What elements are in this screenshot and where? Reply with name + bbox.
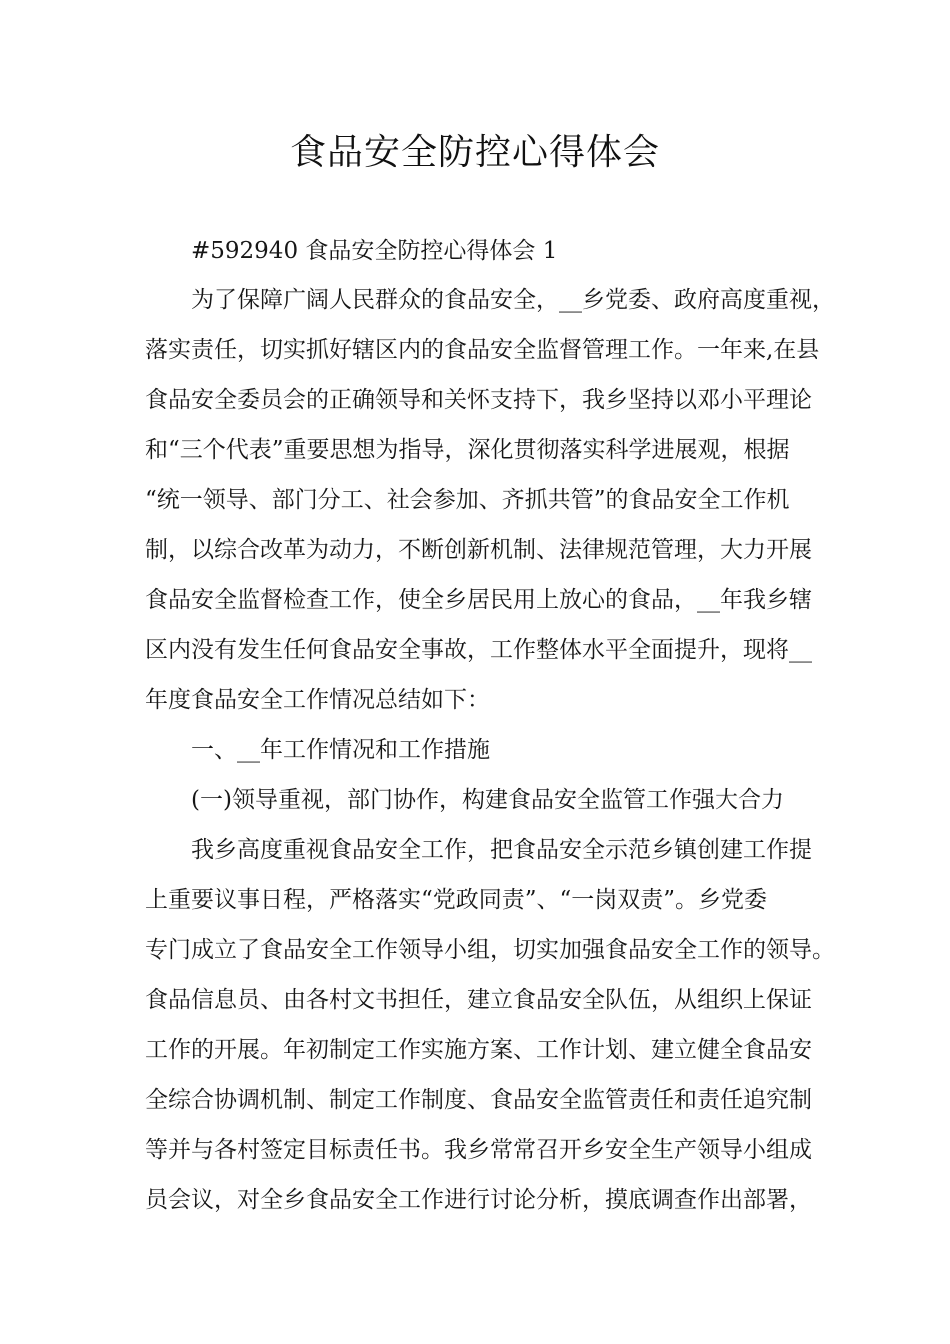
paragraph-line: 全综合协调机制、制定工作制度、食品安全监管责任和责任追究制 xyxy=(145,1087,812,1113)
paragraph-line: 区内没有发生任何食品安全事故，工作整体水平全面提升，现将__ xyxy=(145,637,812,663)
section-heading: 一、__年工作情况和工作措施 xyxy=(191,737,490,763)
paragraph-line: 员会议，对全乡食品安全工作进行讨论分析，摸底调查作出部署， xyxy=(145,1187,812,1213)
paragraph-line: 上重要议事日程，严格落实“党政同责”、“一岗双责”。乡党委 xyxy=(145,887,768,913)
paragraph-line: 和“三个代表”重要思想为指导，深化贯彻落实科学进展观，根据 xyxy=(145,437,790,463)
paragraph-line: 工作的开展。年初制定工作实施方案、工作计划、建立健全食品安 xyxy=(145,1037,812,1063)
subsection-heading: (一)领导重视，部门协作，构建食品安全监管工作强大合力 xyxy=(191,787,784,813)
paragraph-line: 落实责任，切实抓好辖区内的食品安全监督管理工作。一年来,在县 xyxy=(145,337,820,363)
paragraph-line: 等并与各村签定目标责任书。我乡常常召开乡安全生产领导小组成 xyxy=(145,1137,812,1163)
paragraph-line: 食品信息员、由各村文书担任，建立食品安全队伍，从组织上保证 xyxy=(145,987,812,1013)
paragraph-line: 食品安全监督检查工作，使全乡居民用上放心的食品，__年我乡辖 xyxy=(145,587,812,613)
paragraph-line: 年度食品安全工作情况总结如下： xyxy=(145,687,490,713)
paragraph-line: 我乡高度重视食品安全工作，把食品安全示范乡镇创建工作提 xyxy=(191,837,812,863)
paragraph-line: 食品安全委员会的正确领导和关怀支持下，我乡坚持以邓小平理论 xyxy=(145,387,812,413)
paragraph-line: 为了保障广阔人民群众的食品安全，__乡党委、政府高度重视， xyxy=(191,287,835,313)
document-subtitle: #592940 食品安全防控心得体会 1 xyxy=(191,238,558,264)
document-title: 食品安全防控心得体会 xyxy=(289,132,660,173)
paragraph-line: 专门成立了食品安全工作领导小组，切实加强食品安全工作的领导。 xyxy=(145,937,835,963)
paragraph-line: 制，以综合改革为动力，不断创新机制、法律规范管理，大力开展 xyxy=(145,537,812,563)
paragraph-line: “统一领导、部门分工、社会参加、齐抓共管”的食品安全工作机 xyxy=(145,487,790,513)
